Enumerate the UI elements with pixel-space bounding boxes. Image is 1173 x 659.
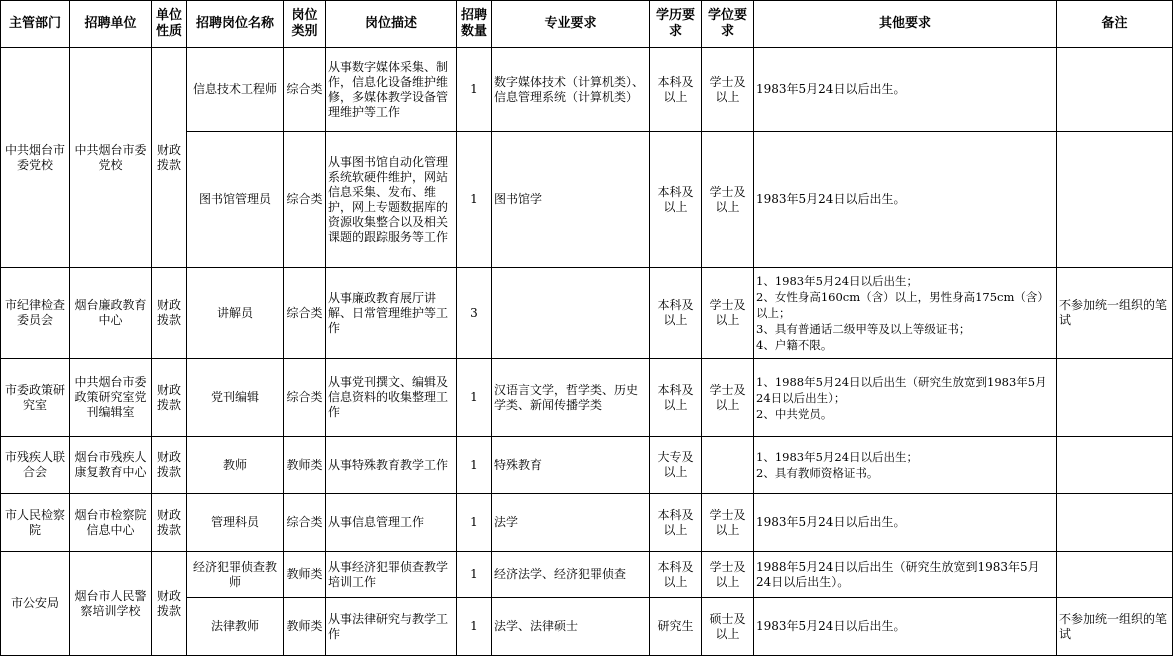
remark-cell (1057, 437, 1173, 494)
post-name-cell: 管理科员 (187, 494, 284, 552)
major-cell: 特殊教育 (492, 437, 650, 494)
dept-cell: 中共烟台市委党校 (1, 48, 70, 268)
other-line: 1、1988年5月24日以后出生（研究生放宽到1983年5月24日以后出生）； (756, 374, 1047, 405)
dept-cell: 市公安局 (1, 552, 70, 656)
description-cell: 从事经济犯罪侦查教学培训工作 (326, 552, 457, 598)
table-row (1, 48, 1173, 132)
post-category-cell: 综合类 (284, 359, 326, 437)
nature-cell: 财政拨款 (152, 268, 187, 359)
post-category-cell: 综合类 (284, 132, 326, 268)
dept-cell: 市人民检察院 (1, 494, 70, 552)
description-cell: 从事特殊教育教学工作 (326, 437, 457, 494)
description-cell: 从事法律研究与教学工作 (326, 598, 457, 656)
major-cell: 经济法学、经济犯罪侦查 (492, 552, 650, 598)
degree-cell: 学士及以上 (702, 552, 754, 598)
post-name-cell: 党刊编辑 (187, 359, 284, 437)
count-cell: 1 (457, 494, 492, 552)
education-cell: 本科及以上 (650, 494, 702, 552)
description-cell: 从事数字媒体采集、制作，信息化设备维护维修，多媒体教学设备管理维护等工作 (326, 48, 457, 132)
other-line: 1、1983年5月24日以后出生； (756, 450, 919, 464)
count-cell: 1 (457, 437, 492, 494)
dept-cell: 市残疾人联合会 (1, 437, 70, 494)
unit-cell: 烟台市检察院信息中心 (70, 494, 152, 552)
post-name-cell: 讲解员 (187, 268, 284, 359)
other-cell: 1983年5月24日以后出生。 (754, 598, 1057, 656)
description-cell: 从事信息管理工作 (326, 494, 457, 552)
other-line: 2、女性身高160cm（含）以上，男性身高175cm（含）以上； (756, 290, 1049, 320)
unit-cell: 中共烟台市委党校 (70, 48, 152, 268)
other-cell (754, 359, 1057, 437)
post-category-cell: 综合类 (284, 48, 326, 132)
other-cell: 1983年5月24日以后出生。 (754, 132, 1057, 268)
degree-cell (702, 437, 754, 494)
count-cell: 3 (457, 268, 492, 359)
major-cell: 法学 (492, 494, 650, 552)
education-cell: 本科及以上 (650, 48, 702, 132)
header-row (1, 1, 1173, 48)
other-cell: 1983年5月24日以后出生。 (754, 48, 1057, 132)
header-remark: 备注 (1057, 1, 1173, 48)
remark-cell (1057, 359, 1173, 437)
post-category-cell: 综合类 (284, 268, 326, 359)
other-cell (754, 268, 1057, 359)
post-category-cell: 教师类 (284, 598, 326, 656)
remark-cell (1057, 552, 1173, 598)
description-cell: 从事廉政教育展厅讲解、日常管理维护等工作 (326, 268, 457, 359)
post-category-cell: 教师类 (284, 552, 326, 598)
other-line: 2、中共党员。 (756, 406, 833, 421)
header-count: 招聘数量 (457, 1, 492, 48)
degree-cell: 学士及以上 (702, 494, 754, 552)
post-name-cell: 教师 (187, 437, 284, 494)
dept-cell: 市纪律检查委员会 (1, 268, 70, 359)
header-degree: 学位要求 (702, 1, 754, 48)
degree-cell: 学士及以上 (702, 132, 754, 268)
nature-cell: 财政拨款 (152, 494, 187, 552)
description-cell: 从事党刊撰文、编辑及信息资料的收集整理工作 (326, 359, 457, 437)
degree-cell: 学士及以上 (702, 359, 754, 437)
other-line: 4、户籍不限。 (756, 338, 833, 352)
post-name-cell: 图书馆管理员 (187, 132, 284, 268)
post-name-cell: 经济犯罪侦查教师 (187, 552, 284, 598)
unit-cell: 烟台市人民警察培训学校 (70, 552, 152, 656)
header-post-category: 岗位类别 (284, 1, 326, 48)
education-cell: 大专及以上 (650, 437, 702, 494)
major-cell: 汉语言文学，哲学类、历史学类、新闻传播学类 (492, 359, 650, 437)
degree-cell: 学士及以上 (702, 48, 754, 132)
remark-cell: 不参加统一组织的笔试 (1057, 268, 1173, 359)
unit-cell: 烟台廉政教育中心 (70, 268, 152, 359)
education-cell: 本科及以上 (650, 268, 702, 359)
unit-cell: 中共烟台市委政策研究室党刊编辑室 (70, 359, 152, 437)
table-row (1, 359, 1173, 437)
table-row (1, 494, 1173, 552)
count-cell: 1 (457, 132, 492, 268)
major-cell: 法学、法律硕士 (492, 598, 650, 656)
table-row (1, 552, 1173, 598)
description-cell: 从事图书馆自动化管理系统软硬件维护，网站信息采集、发布、维护，网上专题数据库的资源收集整合以及相关课题的跟踪服务等工作 (326, 132, 457, 268)
other-cell: 1983年5月24日以后出生。 (754, 494, 1057, 552)
header-dept: 主管部门 (1, 1, 70, 48)
post-name-cell: 法律教师 (187, 598, 284, 656)
major-cell (492, 268, 650, 359)
count-cell: 1 (457, 598, 492, 656)
count-cell: 1 (457, 552, 492, 598)
header-nature: 单位性质 (152, 1, 187, 48)
post-category-cell: 综合类 (284, 494, 326, 552)
degree-cell: 学士及以上 (702, 268, 754, 359)
degree-cell: 硕士及以上 (702, 598, 754, 656)
nature-cell: 财政拨款 (152, 48, 187, 268)
table-row (1, 268, 1173, 359)
nature-cell: 财政拨款 (152, 552, 187, 656)
major-cell: 图书馆学 (492, 132, 650, 268)
header-major: 专业要求 (492, 1, 650, 48)
other-line: 2、具有教师资格证书。 (756, 466, 879, 480)
education-cell: 本科及以上 (650, 552, 702, 598)
table-row (1, 437, 1173, 494)
post-name-cell: 信息技术工程师 (187, 48, 284, 132)
header-post-name: 招聘岗位名称 (187, 1, 284, 48)
nature-cell: 财政拨款 (152, 437, 187, 494)
header-description: 岗位描述 (326, 1, 457, 48)
header-unit: 招聘单位 (70, 1, 152, 48)
post-category-cell: 教师类 (284, 437, 326, 494)
education-cell: 研究生 (650, 598, 702, 656)
count-cell: 1 (457, 359, 492, 437)
other-cell: 1988年5月24日以后出生（研究生放宽到1983年5月24日以后出生）。 (754, 552, 1057, 598)
remark-cell: 不参加统一组织的笔试 (1057, 598, 1173, 656)
nature-cell: 财政拨款 (152, 359, 187, 437)
education-cell: 本科及以上 (650, 359, 702, 437)
header-other: 其他要求 (754, 1, 1057, 48)
header-education: 学历要求 (650, 1, 702, 48)
count-cell: 1 (457, 48, 492, 132)
remark-cell (1057, 132, 1173, 268)
other-cell (754, 437, 1057, 494)
unit-cell: 烟台市残疾人康复教育中心 (70, 437, 152, 494)
other-line: 3、具有普通话二级甲等及以上等级证书； (756, 322, 971, 336)
major-cell: 数字媒体技术（计算机类）、信息管理系统（计算机类） (492, 48, 650, 132)
dept-cell: 市委政策研究室 (1, 359, 70, 437)
remark-cell (1057, 494, 1173, 552)
remark-cell (1057, 48, 1173, 132)
other-line: 1、1983年5月24日以后出生； (756, 274, 919, 288)
education-cell: 本科及以上 (650, 132, 702, 268)
